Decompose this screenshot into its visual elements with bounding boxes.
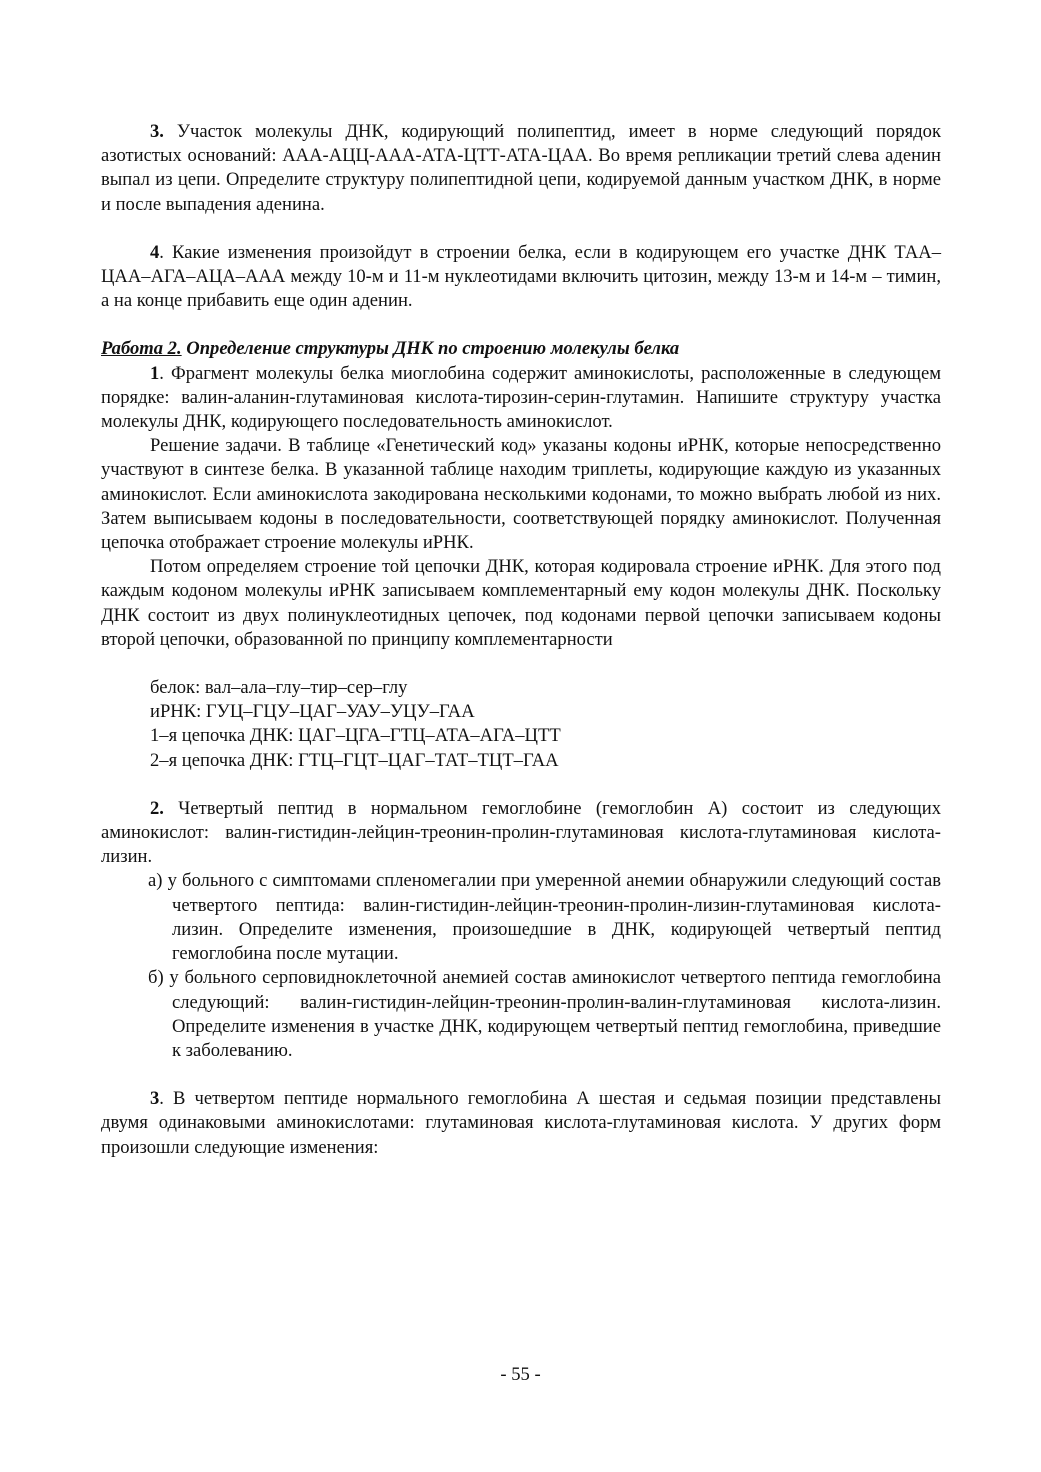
solution-paragraph: Потом определяем строение той цепочки ДНК, которая кодировала строение иРНК. Для этого под каждым кодоном молекулы иРНК записываем комплементарный ему кодон молекулы ДНК. Поскольку ДНК состоит из двух полинуклеотидных цепочек, под кодонами первой цепочки записываем кодоны второй цепочки, образованной по принципу комплементарности bbox=[101, 556, 941, 650]
task-2-item-b: б) у больного серповидноклеточной анемией состав аминокислот четвертого пептида гемоглобина следующий: валин-гистидин-лейцин-треонин-пролин-валин-глутаминовая кислота-лизин. Определите изменения в участке ДНК, кодирующем четвертый пептид гемоглобина, приведшие к заболеванию. bbox=[148, 967, 941, 1061]
task-1-paragraph bbox=[101, 362, 941, 435]
task-text: . Какие изменения произойдут в строении белка, если в кодирующем его участке ДНК ТАА–ЦАА–АГА–АЦА–ААА между 10-м и 11-м нуклеотидами включить цитозин, между 13-м и 14-м – тимин, а на конце прибавить еще один аденин. bbox=[101, 241, 941, 312]
task-text: Участок молекулы ДНК, кодирующий полипептид, имеет в норме следующий порядок азотистых оснований: ААА-АЦЦ-ААА-АТА-ЦТТ-АТА-ЦАА. Во время репликации третий слева аденин выпал из цепи. Определите структуру полипептидной цепи, кодируемой данным участком ДНК, в норме и после выпадения аденина. bbox=[101, 121, 941, 215]
section-heading bbox=[101, 337, 941, 361]
section-title: Определение структуры ДНК по строению молекулы белка bbox=[181, 338, 680, 360]
page-number: - 55 - bbox=[500, 1364, 541, 1385]
sequence-scheme bbox=[101, 676, 941, 773]
task-2-item-a: а) у больного с симптомами спленомегалии при умеренной анемии обнаружили следующий состав четвертого пептида: валин-гистидин-лейцин-треонин-пролин-лизин-глутаминовая кислота-лизин. Определите изменения, произошедшие в ДНК, кодирующей четвертый пептид гемоглобина после мутации. bbox=[148, 870, 941, 965]
task-text: Четвертый пептид в нормальном гемоглобине (гемоглобин А) состоит из следующих аминокислот: валин-гистидин-лейцин-треонин-пролин-глутаминовая кислота-глутаминовая кислота-лизин. bbox=[101, 797, 941, 868]
section-label: Работа 2. bbox=[101, 338, 182, 360]
task-number: 4 bbox=[150, 241, 160, 263]
task-text: . Фрагмент молекулы белка миоглобина содержит аминокислоты, расположенные в следующем порядке: валин-аланин-глутаминовая кислота-тирозин-серин-глутамин. Напишите структуру участка молекулы ДНК, кодирующего последовательность аминокислот. bbox=[101, 362, 941, 433]
task-number: 3 bbox=[150, 1088, 160, 1110]
task-2-paragraph bbox=[101, 797, 941, 870]
task-text: . В четвертом пептиде нормального гемоглобина А шестая и седьмая позиции представлены двумя одинаковыми аминокислотами: глутаминовая кислота-глутаминовая кислота. У других форм произошли следующие изменения: bbox=[101, 1088, 941, 1158]
task-3-paragraph bbox=[101, 120, 941, 217]
solution-paragraph: Решение задачи. В таблице «Генетический код» указаны кодоны иРНК, которые непосредственно участвуют в синтезе белка. В указанной таблице находим триплеты, кодирующие каждую из указанных аминокислот. Если аминокислота закодирована несколькими кодонами, то можно выбрать любой из них. Затем выписываем кодоны в последовательности, соответствующей порядку аминокислот. Полученная цепочка отображает строение молекулы иРНК. bbox=[101, 435, 941, 554]
dna-chain-2-line: 2–я цепочка ДНК: ГТЦ–ГЦТ–ЦАГ–ТАТ–ТЦТ–ГАА bbox=[150, 749, 559, 771]
task-4-paragraph bbox=[101, 241, 941, 314]
task-number: 1 bbox=[150, 362, 160, 384]
mrna-line: иРНК: ГУЦ–ГЦУ–ЦАГ–УАУ–УЦУ–ГАА bbox=[150, 701, 475, 723]
protein-line: белок: вал–ала–глу–тир–сер–глу bbox=[150, 677, 408, 699]
page-content bbox=[101, 120, 941, 1160]
task-number: 3. bbox=[150, 121, 164, 142]
task-3-paragraph-second bbox=[101, 1087, 941, 1160]
task-number: 2. bbox=[150, 797, 164, 819]
dna-chain-1-line: 1–я цепочка ДНК: ЦАГ–ЦГА–ГТЦ–АТА–АГА–ЦТТ bbox=[150, 725, 561, 747]
